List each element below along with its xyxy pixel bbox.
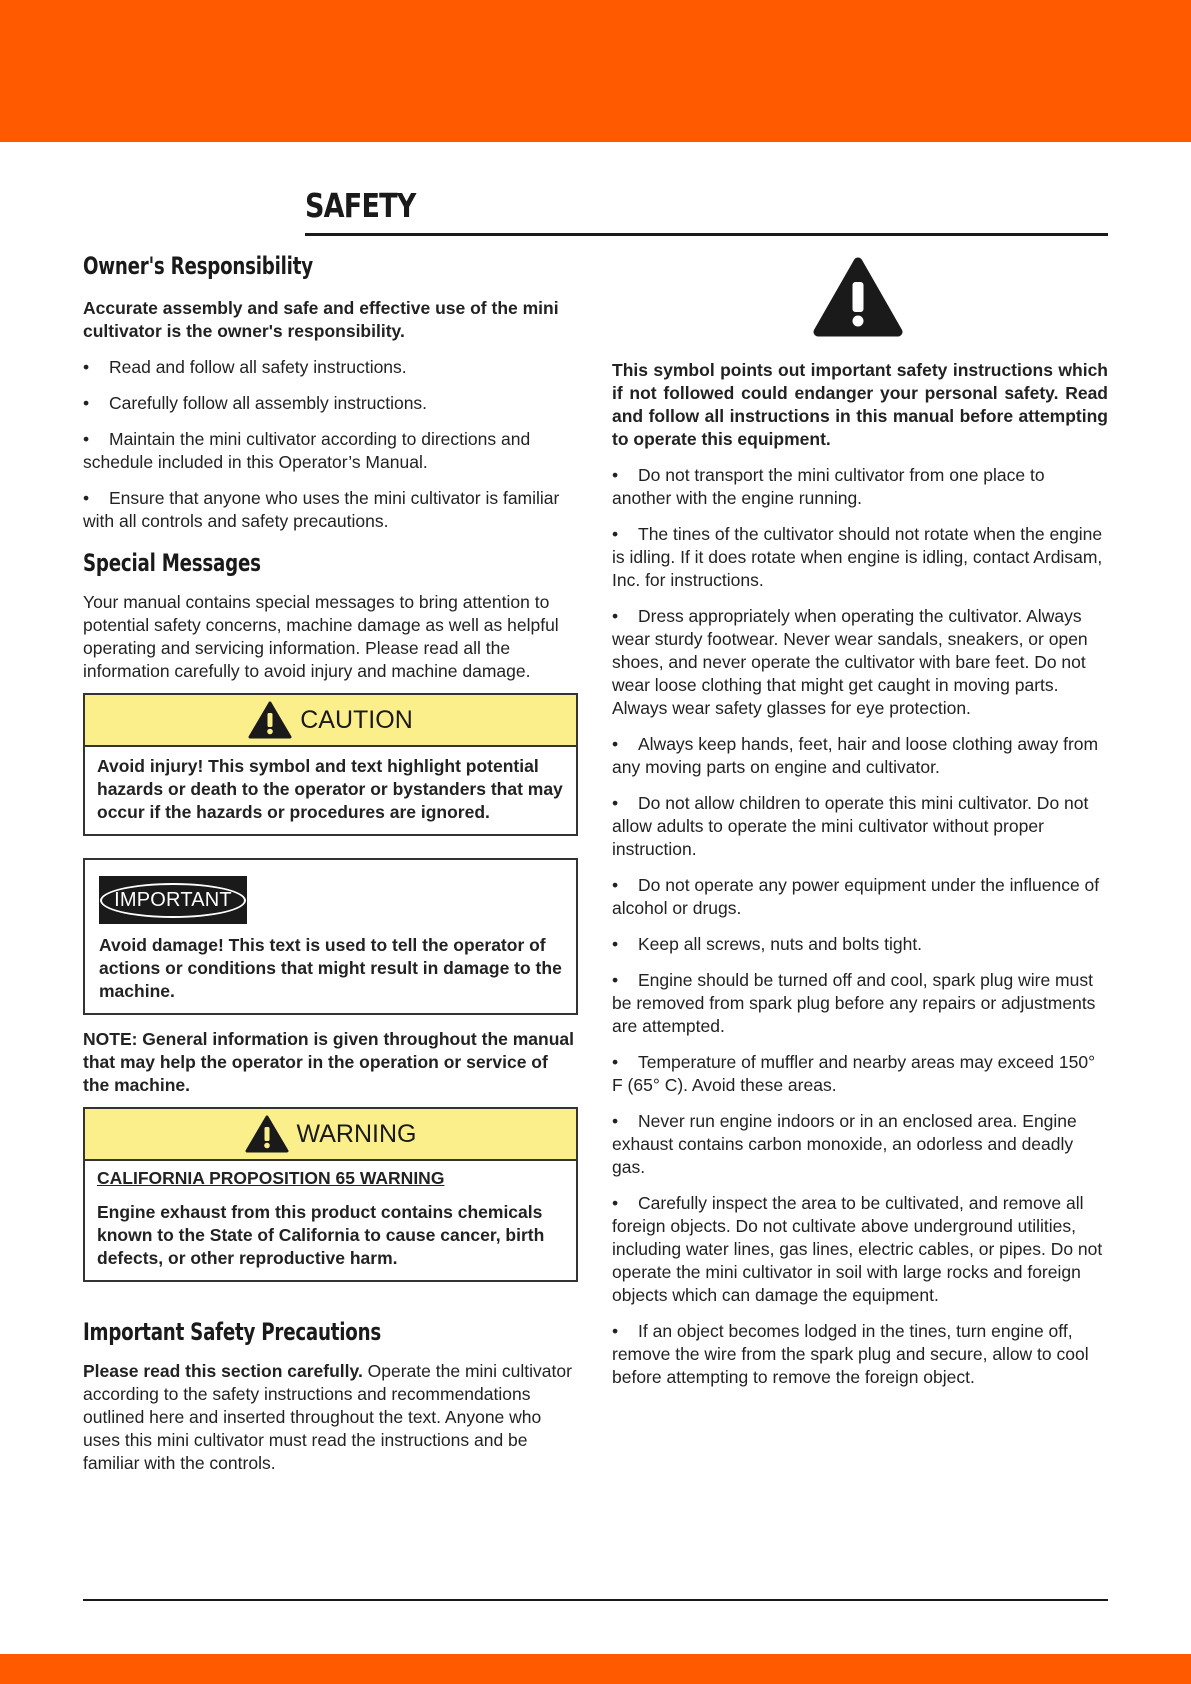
important-text: Avoid damage! This text is used to tell the operator of actions or conditions that might result in damage to the machine. bbox=[99, 935, 562, 1001]
caution-text: Avoid injury! This symbol and text highlight potential hazards or death to the operator or bystanders that may occur if the hazards or procedures are ignored. bbox=[97, 756, 563, 822]
right-column bbox=[612, 252, 1108, 1389]
owners-bullet: • Ensure that anyone who uses the mini cultivator is familiar with all controls and safety precautions. bbox=[83, 488, 560, 531]
special-heading: Special Messages bbox=[83, 549, 261, 577]
important-label: IMPORTANT bbox=[100, 883, 246, 918]
caution-box bbox=[83, 693, 578, 836]
warning-text: Engine exhaust from this product contains chemicals known to the State of California to cause cancer, birth defects, or other reproductive harm. bbox=[97, 1202, 545, 1268]
right-bullet: • Do not transport the mini cultivator from one place to another with the engine running. bbox=[612, 465, 1045, 508]
right-bullet: • If an object becomes lodged in the tines, turn engine off, remove the wire from the spark plug and secure, allow to cool before attempting to remove the foreign object. bbox=[612, 1321, 1089, 1387]
note-text: NOTE: General information is given throughout the manual that may help the operator in the operation or service of the machine. bbox=[83, 1029, 574, 1095]
title-rule bbox=[305, 233, 1108, 236]
right-bullet: • Always keep hands, feet, hair and loose clothing away from any moving parts on engine and cultivator. bbox=[612, 734, 1099, 777]
owners-bullet: • Maintain the mini cultivator according to directions and schedule included in this Operator’s Manual. bbox=[83, 429, 531, 472]
right-bullet: • Dress appropriately when operating the cultivator. Always wear sturdy footwear. Never wear sandals, sneakers, or open shoes, and never operate the cultivator with bare feet. Do not wear loose clothing that might get caught in moving parts. Always wear safety glasses for eye protection. bbox=[612, 606, 1088, 718]
warning-triangle-icon bbox=[248, 701, 292, 739]
warning-subheading: CALIFORNIA PROPOSITION 65 WARNING bbox=[97, 1168, 445, 1188]
right-bullet: • Do not operate any power equipment under the influence of alcohol or drugs. bbox=[612, 875, 1100, 918]
right-bullet: • Never run engine indoors or in an enclosed area. Engine exhaust contains carbon monoxide, an odorless and deadly gas. bbox=[612, 1111, 1077, 1177]
precautions-text: Please read this section carefully. Operate the mini cultivator according to the safety instructions and recommendations outlined here and inserted throughout the text. Anyone who uses this mini cultivator must read the instructions and be familiar with the controls. bbox=[83, 1361, 572, 1473]
right-bullet: • Do not allow children to operate this mini cultivator. Do not allow adults to operate the mini cultivator without proper instruction. bbox=[612, 793, 1089, 859]
safety-alert-triangle-icon bbox=[812, 256, 904, 338]
owners-heading: Owner's Responsibility bbox=[83, 252, 313, 280]
right-bullet: • Carefully inspect the area to be cultivated, and remove all foreign objects. Do not cultivate above underground utilities, including water lines, gas lines, electric cables, or pipes. Do not operate the mini cultivator in soil with large rocks and foreign objects which can damage the equipment. bbox=[612, 1193, 1103, 1305]
owners-bullet: • Read and follow all safety instructions. bbox=[83, 357, 407, 377]
right-bullet: • Keep all screws, nuts and bolts tight. bbox=[612, 934, 923, 954]
warning-triangle-icon bbox=[245, 1115, 289, 1153]
warning-body bbox=[85, 1161, 576, 1280]
right-bullet: • Temperature of muffler and nearby areas may exceed 150° F (65° C). Avoid these areas. bbox=[612, 1052, 1096, 1095]
caution-header bbox=[85, 695, 576, 747]
owners-intro: Accurate assembly and safe and effective use of the mini cultivator is the owner's responsibility. bbox=[83, 298, 559, 341]
symbol-text: This symbol points out important safety instructions which if not followed could endanger your personal safety. Read and follow all instructions in this manual before attempting to operate this equipment. bbox=[612, 360, 1108, 449]
important-box bbox=[83, 858, 578, 1015]
page-title: SAFETY bbox=[305, 186, 416, 225]
caution-label: CAUTION bbox=[300, 705, 413, 734]
footer-band bbox=[0, 1654, 1191, 1684]
footer-rule bbox=[83, 1599, 1108, 1601]
right-bullet: • Engine should be turned off and cool, spark plug wire must be removed from spark plug before any repairs or adjustments are attempted. bbox=[612, 970, 1096, 1036]
special-text: Your manual contains special messages to bring attention to potential safety concerns, machine damage as well as helpful operating and servicing information. Please read all the information carefully to avoid injury and machine damage. bbox=[83, 592, 559, 681]
warning-header bbox=[85, 1109, 576, 1161]
right-bullet: • The tines of the cultivator should not rotate when the engine is idling. If it does rotate when engine is idling, contact Ardisam, Inc. for instructions. bbox=[612, 524, 1103, 590]
important-badge bbox=[99, 876, 247, 924]
owners-bullet: • Carefully follow all assembly instructions. bbox=[83, 393, 428, 413]
left-column bbox=[83, 252, 578, 1475]
warning-box bbox=[83, 1107, 578, 1282]
header-band bbox=[0, 0, 1191, 142]
precautions-heading: Important Safety Precautions bbox=[83, 1318, 381, 1346]
warning-label: WARNING bbox=[296, 1119, 417, 1148]
